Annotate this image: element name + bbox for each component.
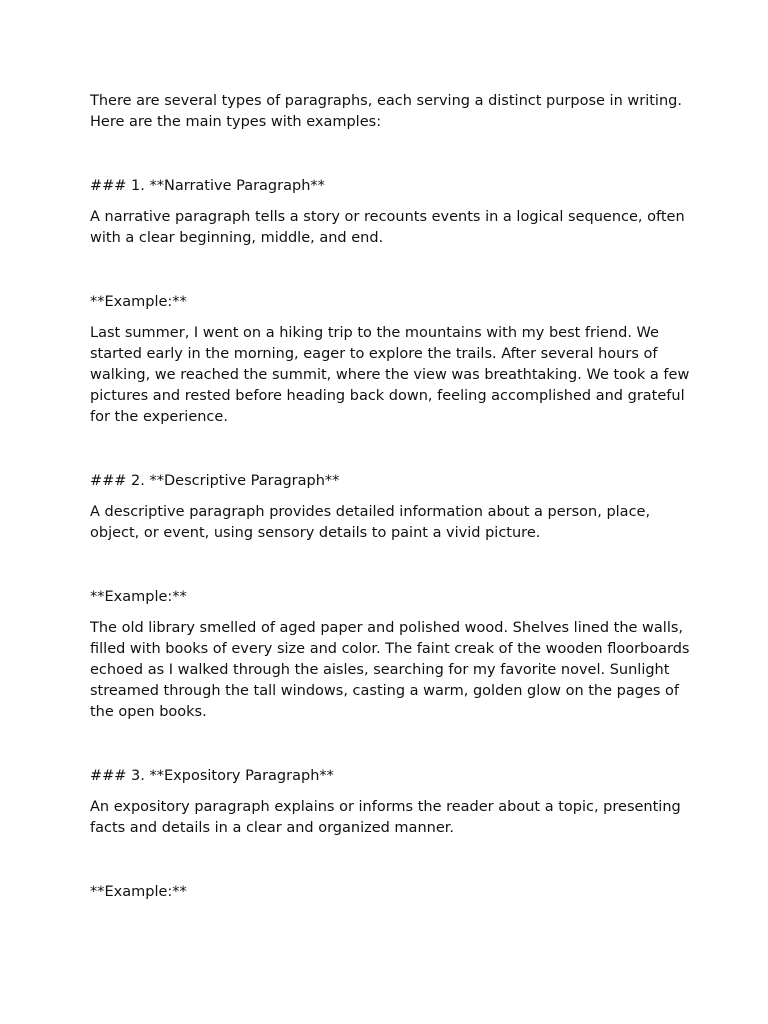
section-narrative [90, 176, 690, 428]
section-description: A narrative paragraph tells a story or recounts events in a logical sequence, often with a clear beginning, middle, and end. [90, 209, 685, 246]
section-description: A descriptive paragraph provides detailed information about a person, place, object, or event, using sensory details to paint a vivid picture. [90, 504, 651, 541]
document-page [90, 91, 690, 913]
section-expository [90, 766, 690, 903]
section-descriptive [90, 471, 690, 723]
example-paragraph: The old library smelled of aged paper and polished wood. Shelves lined the walls, filled with books of every size and color. The faint creak of the wooden floorboards echoed as I walked through the aisles, searching for my favorite novel. Sunlight streamed through the tall windows, casting a warm, golden glow on the pages of the open books. [90, 620, 690, 720]
section-heading: ### 2. **Descriptive Paragraph** [90, 473, 340, 489]
section-heading: ### 1. **Narrative Paragraph** [90, 178, 325, 194]
section-description: An expository paragraph explains or informs the reader about a topic, presenting facts and details in a clear and organized manner. [90, 799, 681, 836]
example-label: **Example:** [90, 294, 187, 310]
section-heading: ### 3. **Expository Paragraph** [90, 768, 334, 784]
example-paragraph: Last summer, I went on a hiking trip to the mountains with my best friend. We started early in the morning, eager to explore the trails. After several hours of walking, we reached the summit, where the view was breathtaking. We took a few pictures and rested before heading back down, feeling accomplished and grateful for the experience. [90, 325, 690, 425]
intro-paragraph: There are several types of paragraphs, each serving a distinct purpose in writing. Here are the main types with examples: [90, 93, 682, 130]
example-label: **Example:** [90, 589, 187, 605]
example-label: **Example:** [90, 884, 187, 900]
